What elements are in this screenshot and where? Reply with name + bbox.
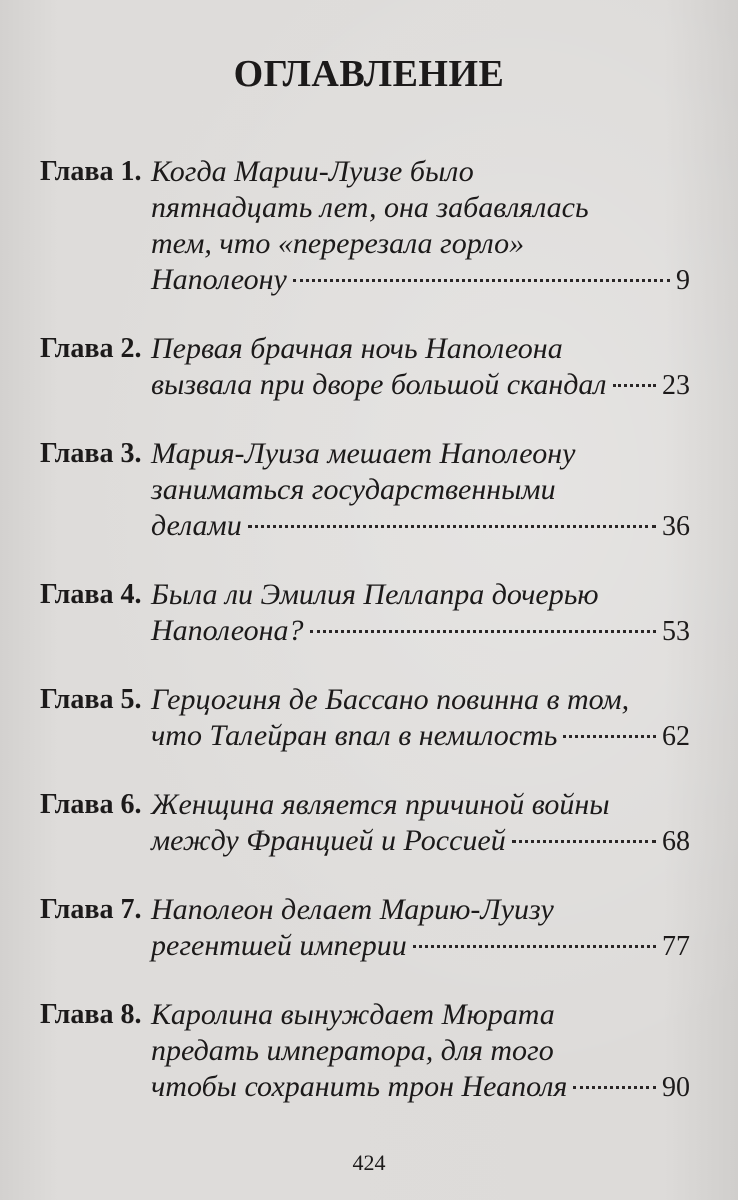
dot-leader — [413, 945, 656, 948]
chapter-title-line: Когда Марии-Луизе было — [151, 155, 474, 188]
toc-entry-1 — [40, 154, 690, 299]
dot-leader — [248, 525, 656, 528]
page-number: 62 — [662, 721, 690, 752]
chapter-title-line: Герцогиня де Бассано повинна в том, — [151, 683, 630, 716]
toc-entry-7 — [40, 892, 690, 965]
dot-leader — [293, 279, 670, 282]
chapter-title-line: вызвала при дворе большой скандал — [151, 368, 607, 401]
chapter-label: Глава 7. — [40, 894, 142, 925]
table-of-contents — [40, 154, 690, 1138]
chapter-title — [151, 154, 690, 299]
chapter-title-line: Каролина вынуждает Мюрата — [151, 998, 555, 1031]
chapter-title-line: Наполеону — [151, 263, 287, 296]
chapter-label: Глава 1. — [40, 156, 142, 187]
dot-leader — [563, 735, 656, 738]
chapter-title-last-line — [151, 928, 690, 965]
dot-leader — [613, 384, 657, 387]
chapter-label: Глава 3. — [40, 438, 142, 469]
chapter-title — [151, 682, 690, 755]
chapter-title-last-line — [151, 613, 690, 650]
toc-entry-8 — [40, 997, 690, 1106]
page-number: 9 — [676, 265, 690, 296]
page-number: 68 — [662, 826, 690, 857]
chapter-title-line: регентшей империи — [151, 929, 407, 962]
page-number: 23 — [662, 370, 690, 401]
folio-page-number: 424 — [352, 1150, 386, 1175]
chapter-title-line: между Францией и Россией — [151, 824, 506, 857]
dot-leader — [512, 840, 656, 843]
chapter-title-line: Женщина является причиной войны — [151, 788, 610, 821]
chapter-label: Глава 5. — [40, 684, 142, 715]
chapter-title-line: Мария-Луиза мешает Наполеону — [151, 437, 576, 470]
chapter-title — [151, 997, 690, 1106]
page-number: 90 — [662, 1072, 690, 1103]
chapter-title-line: предать императора, для того — [151, 1034, 554, 1067]
chapter-title-line: заниматься государственными — [151, 473, 556, 506]
chapter-label: Глава 8. — [40, 999, 142, 1030]
chapter-title — [151, 892, 690, 965]
chapter-title-last-line — [151, 823, 690, 860]
chapter-title-last-line — [151, 1069, 690, 1106]
chapter-title-line: делами — [151, 509, 242, 542]
page-number: 36 — [662, 511, 690, 542]
toc-entry-6 — [40, 787, 690, 860]
toc-title: ОГЛАВЛЕНИЕ — [233, 53, 505, 95]
chapter-title-line: чтобы сохранить трон Неаполя — [151, 1070, 568, 1103]
chapter-title — [151, 436, 690, 545]
chapter-title-line: Была ли Эмилия Пеллапра дочерью — [151, 578, 599, 611]
chapter-title — [151, 577, 690, 650]
toc-entry-2 — [40, 331, 690, 404]
chapter-label: Глава 6. — [40, 789, 142, 820]
chapter-title-last-line — [151, 718, 690, 755]
chapter-title-line: что Талейран впал в немилость — [151, 719, 558, 752]
toc-entry-4 — [40, 577, 690, 650]
page-number: 53 — [662, 616, 690, 647]
chapter-title-line: Первая брачная ночь Наполеона — [151, 332, 563, 365]
chapter-title-line: тем, что «перерезала горло» — [151, 227, 525, 260]
chapter-title-last-line — [151, 508, 690, 545]
chapter-title-last-line — [151, 262, 690, 299]
chapter-title-line: пятнадцать лет, она забавлялась — [151, 191, 589, 224]
chapter-title-line: Наполеон делает Марию-Луизу — [151, 893, 554, 926]
chapter-title-line: Наполеона? — [151, 614, 304, 647]
chapter-label: Глава 4. — [40, 579, 142, 610]
chapter-title — [151, 331, 690, 404]
dot-leader — [573, 1086, 656, 1089]
chapter-title-last-line — [151, 367, 690, 404]
chapter-title — [151, 787, 690, 860]
toc-entry-5 — [40, 682, 690, 755]
page-number: 77 — [662, 931, 690, 962]
chapter-label: Глава 2. — [40, 333, 142, 364]
toc-entry-3 — [40, 436, 690, 545]
dot-leader — [310, 630, 656, 633]
